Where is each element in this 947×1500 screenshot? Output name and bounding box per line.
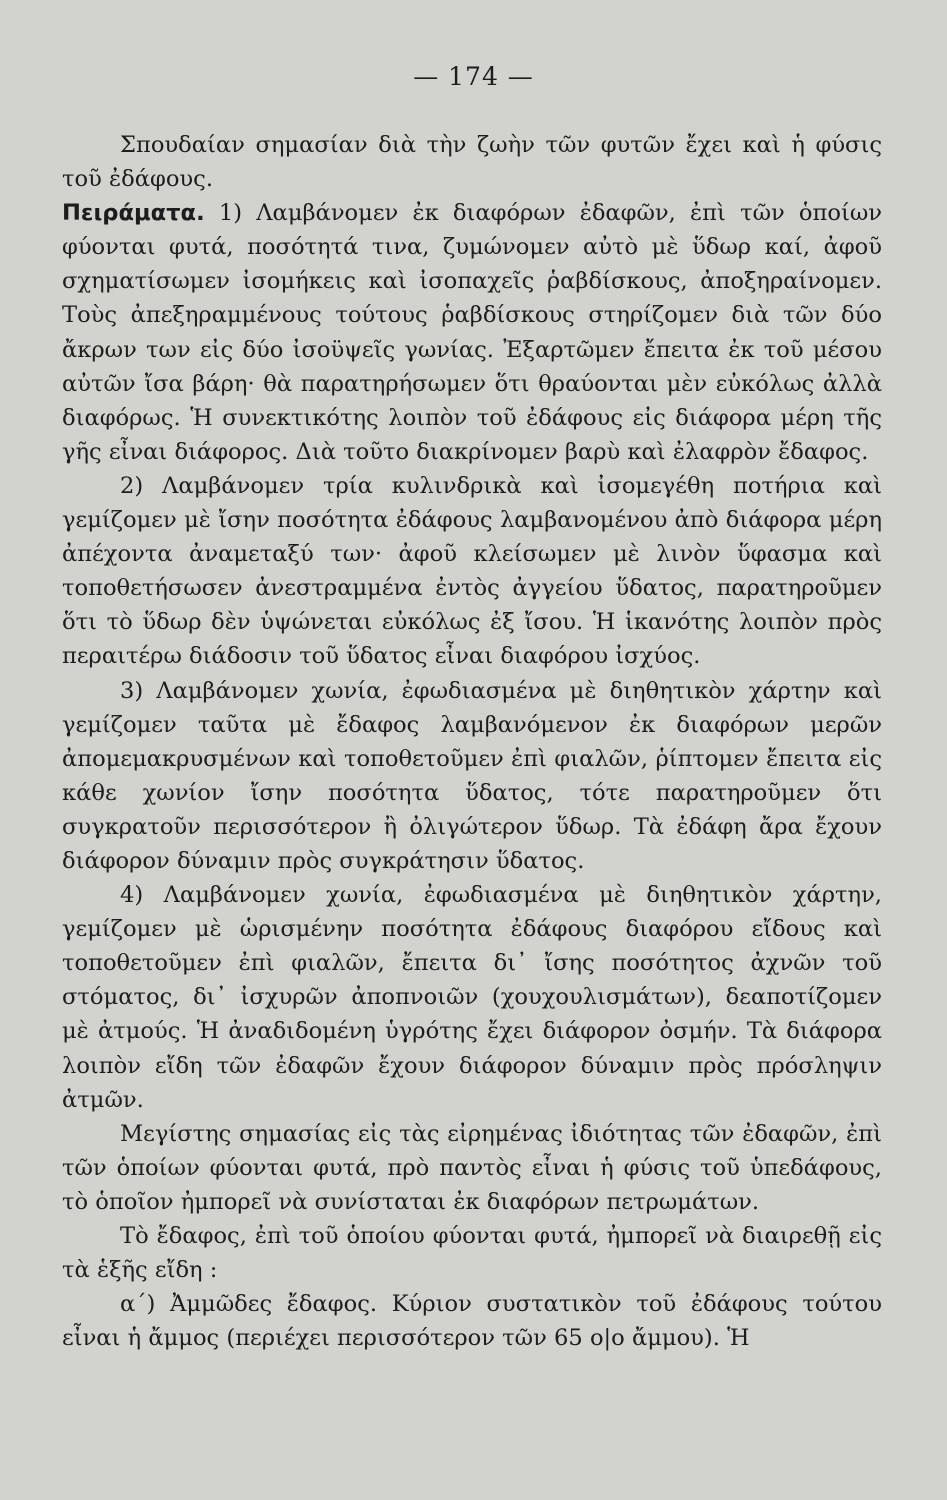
paragraph: Μεγίστης σημασίας εἰς τὰς εἰρημένας ἰδιότητας τῶν ἐδαφῶν, ἐπὶ τῶν ὁποίων φύονται φυτά, πρὸ παντὸς εἶναι ἡ φύσις τοῦ ὑπεδάφους, τὸ ὁποῖον ἠμπορεῖ νὰ συνίσταται ἐκ διαφόρων πετρωμάτων. <box>62 1120 882 1215</box>
experiments-heading: Πειράματα. <box>62 200 205 227</box>
paragraph: 4) Λαμβάνομεν χωνία, ἐφωδιασμένα μὲ διηθητικὸν χάρτην, γεμίζομεν μὲ ὡρισμένην ποσότητα ἐδάφους διαφόρου εἴδους καὶ τοποθετοῦμεν ἐπὶ φιαλῶν, ἔπειτα δι᾿ ἴσης ποσότητος ἀχνῶν τοῦ στόματος, δι᾿ ἰσχυρῶν ἀποπνοιῶν (χουχουλισμάτων), δεαποτίζομεν μὲ ἀτμούς. Ἡ ἀναδιδομένη ὑγρότης ἔχει διάφορον ὀσμήν. Τὰ διάφορα λοιπὸν εἴδη τῶν ἐδαφῶν ἔχουν διάφορον δύναμιν πρὸς πρόσληψιν ἀτμῶν. <box>62 882 882 1113</box>
paragraph <box>62 196 882 469</box>
paragraph: Τὸ ἔδαφος, ἐπὶ τοῦ ὁποίου φύονται φυτά, ἠμπορεῖ νὰ διαιρεθῇ εἰς τὰ ἑξῆς εἴδη : <box>62 1223 882 1284</box>
paragraph: 3) Λαμβάνομεν χωνία, ἐφωδιασμένα μὲ διηθητικὸν χάρτην καὶ γεμίζομεν ταῦτα μὲ ἔδαφος λαμβανόμενον ἐκ διαφόρων μερῶν ἀπομεμακρυσμένων καὶ τοποθετοῦμεν ἐπὶ φιαλῶν, ῥίπτομεν ἔπειτα εἰς κάθε χωνίον ἴσην ποσότητα ὕδατος, τότε παρατηροῦμεν ὅτι συγκρατοῦν περισσότερον ἢ ὀλιγώτερον ὕδωρ. Τὰ ἐδάφη ἄρα ἔχουν διάφορον δύναμιν πρὸς συγκράτησιν ὕδατος. <box>62 677 882 874</box>
paragraph-text: 1) Λαμβάνομεν ἐκ διαφόρων ἐδαφῶν, ἐπὶ τῶν ὁποίων φύονται φυτά, ποσότητά τινα, ζυμώνομεν αὐτὸ μὲ ὕδωρ καί, ἀφοῦ σχηματίσωμεν ἰσομήκεις καὶ ἰσοπαχεῖς ῥαβδίσκους, ἀποξηραίνομεν. Τοὺς ἀπεξηραμμένους τούτους ῥαβδίσκους στηρίζομεν διὰ τῶν δύο ἄκρων των εἰς δύο ἰσοϋψεῖς γωνίας. Ἐξαρτῶμεν ἔπειτα ἐκ τοῦ μέσου αὐτῶν ἴσα βάρη· θὰ παρατηρήσωμεν ὅτι θραύονται μὲν εὐκόλως ἀλλὰ διαφόρως. Ἡ συνεκτικότης λοιπὸν τοῦ ἐδάφους εἰς διάφορα μέρη τῆς γῆς εἶναι διάφορος. Διὰ τοῦτο διακρίνομεν βαρὺ καὶ ἐλαφρὸν ἔδαφος. <box>62 200 882 465</box>
paragraph: α΄) Ἀμμῶδες ἔδαφος. Κύριον συστατικὸν τοῦ ἐδάφους τούτου εἶναι ἡ ἄμμος (περιέχει περισσότερον τῶν 65 ο|ο ἄμμου). Ἡ <box>62 1291 882 1352</box>
paragraph: Σπουδαίαν σημασίαν διὰ τὴν ζωὴν τῶν φυτῶν ἔχει καὶ ἡ φύσις τοῦ ἐδάφους. <box>62 132 882 193</box>
page-body <box>62 128 882 1355</box>
page-number: — 174 — <box>413 62 534 91</box>
paragraph: 2) Λαμβάνομεν τρία κυλινδρικὰ καὶ ἰσομεγέθη ποτήρια καὶ γεμίζομεν μὲ ἴσην ποσότητα ἐδάφους λαμβανομένου ἀπὸ διάφορα μέρη ἀπέχοντα ἀναμεταξύ των· ἀφοῦ κλείσωμεν μὲ λινὸν ὕφασμα καὶ τοποθετήσωσεν ἀνεστραμμένα ἐντὸς ἀγγείου ὕδατος, παρατηροῦμεν ὅτι τὸ ὕδωρ δὲν ὑψώνεται εὐκόλως ἐξ ἴσου. Ἡ ἱκανότης λοιπὸν πρὸς περαιτέρω διάδοσιν τοῦ ὕδατος εἶναι διαφόρου ἰσχύος. <box>62 472 882 670</box>
